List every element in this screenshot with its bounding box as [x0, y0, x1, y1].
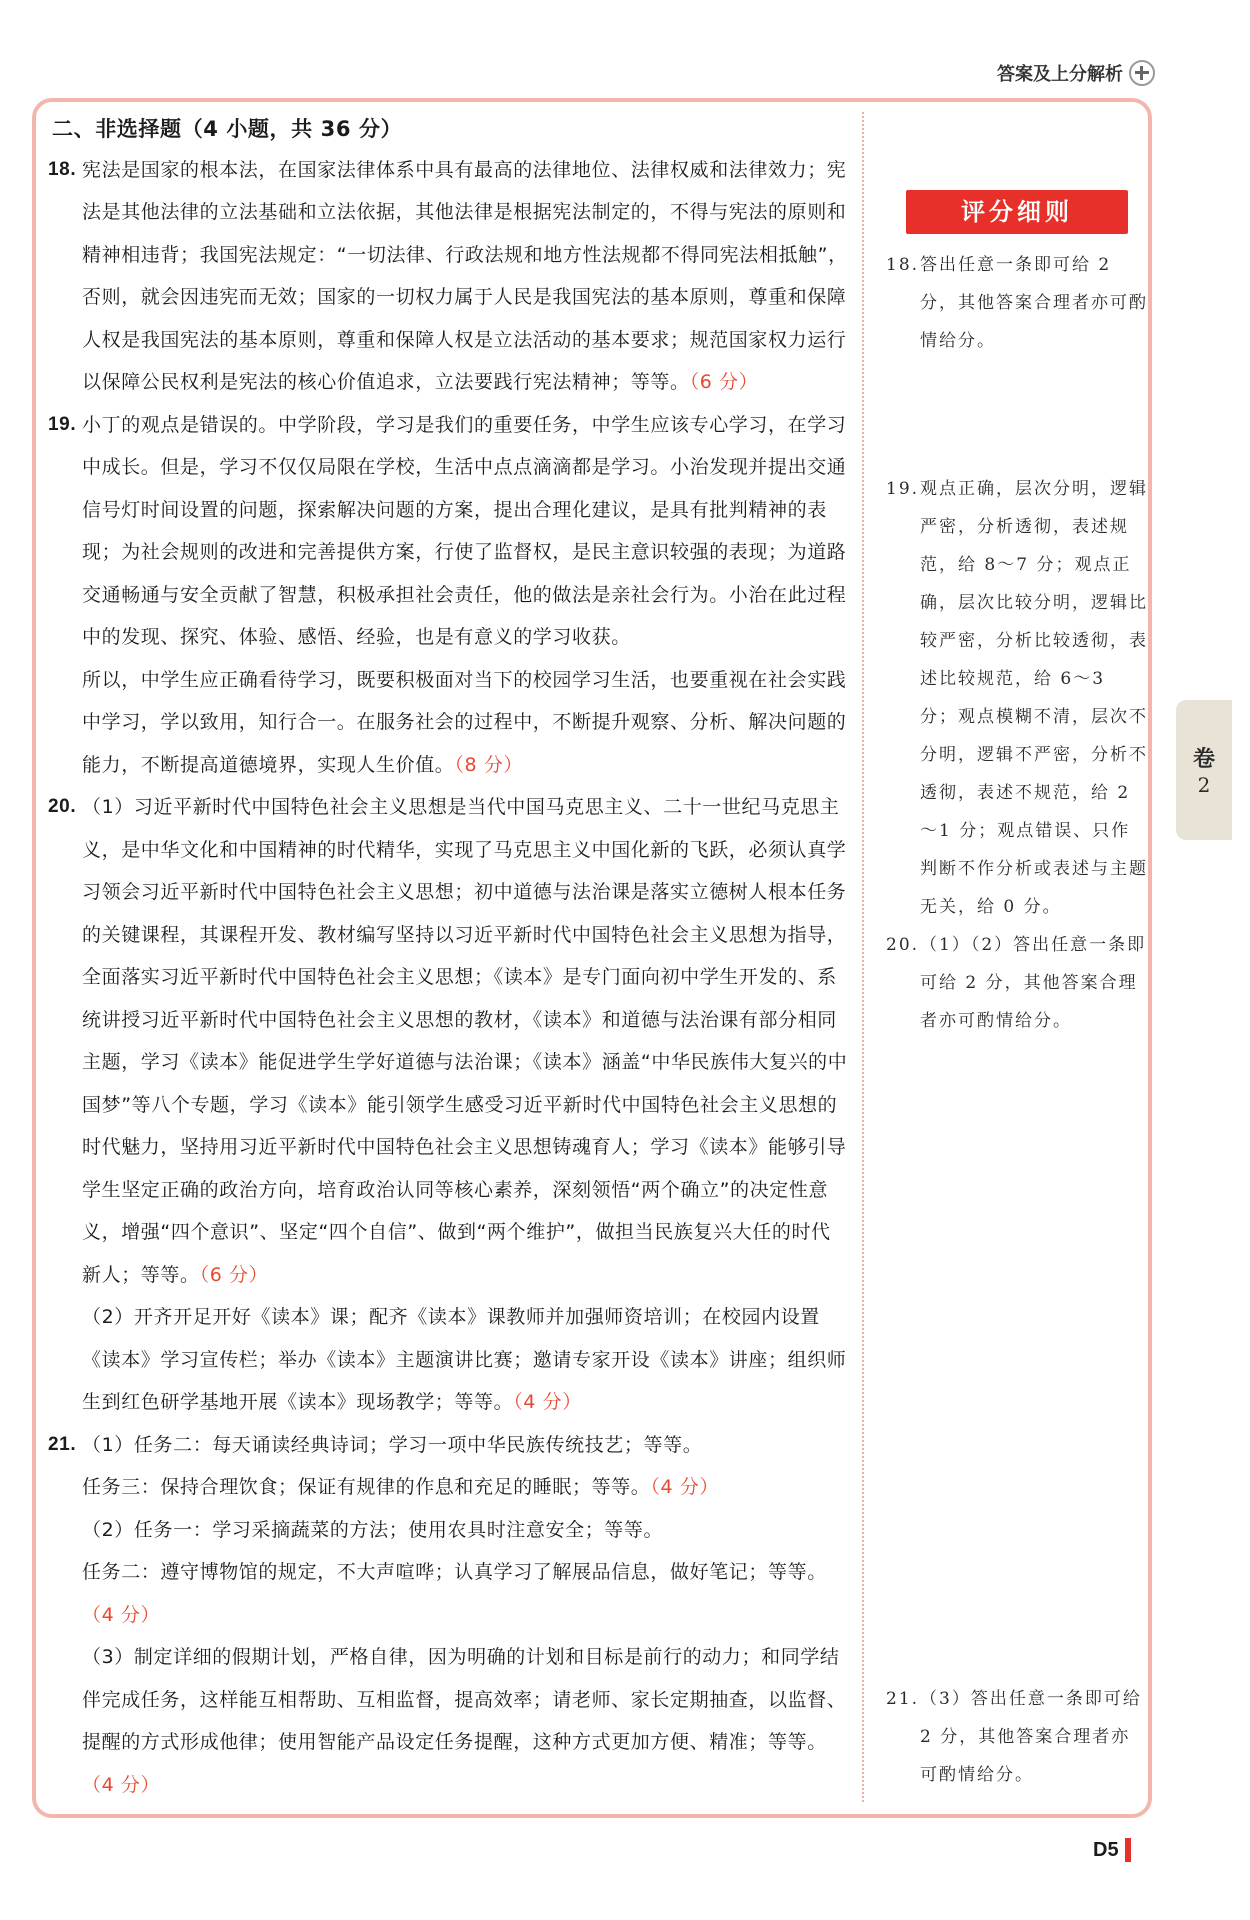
page-marker — [1125, 1838, 1131, 1862]
note-number: 20. — [886, 935, 920, 955]
answer-part-2a: （2）任务一：学习采摘蔬菜的方法；使用农具时注意安全；等等。 — [82, 1518, 664, 1541]
note-number: 21. — [886, 1689, 920, 1709]
scoring-rules-title: 评分细则 — [906, 190, 1128, 234]
section-title: 二、非选择题（4 小题，共 36 分） — [52, 117, 403, 141]
question-number: 21. — [48, 1433, 77, 1455]
score-label: （4 分） — [513, 1391, 582, 1413]
score-label: （4 分） — [650, 1476, 720, 1498]
score-label: （6 分） — [689, 371, 759, 393]
page-header — [997, 60, 1155, 86]
answer-text-2: 所以，中学生应正确看待学习，既要积极面对当下的校园学习生活，也要重视在社会实践中学习，学以致用，知行合一。在服务社会的过程中，不断提升观察、分析、解决问题的能力，不断提高道德境界，实现人生价值。 — [82, 668, 847, 776]
question-number: 20. — [48, 796, 77, 817]
question-20 — [48, 786, 848, 1424]
score-label: （4 分） — [82, 1603, 161, 1626]
note-text: 答出任意一条即可给 2 分，其他答案合理者亦可酌情给分。 — [920, 255, 1148, 351]
answer-part-1a: （1）任务二：每天诵读经典诗词；学习一项中华民族传统技艺；等等。 — [82, 1433, 703, 1456]
volume-tab — [1176, 700, 1232, 840]
answer-part-1b: 任务三：保持合理饮食；保证有规律的作息和充足的睡眠；等等。 — [82, 1476, 651, 1498]
score-label: （4 分） — [82, 1773, 161, 1796]
question-number: 19. — [48, 413, 77, 435]
tab-label: 卷 — [1192, 746, 1215, 772]
tab-number: 2 — [1197, 773, 1211, 797]
question-21 — [48, 1424, 848, 1807]
header-title: 答案及上分解析 — [997, 64, 1123, 85]
plus-circle-icon — [1129, 60, 1155, 86]
note-text: （3）答出任意一条即可给 2 分，其他答案合理者亦可酌情给分。 — [920, 1689, 1142, 1785]
scoring-note-19 — [886, 470, 1148, 926]
scoring-note-18 — [886, 246, 1148, 360]
scoring-note-20 — [886, 926, 1148, 1040]
page-number-text: D5 — [1093, 1838, 1119, 1861]
note-text: 观点正确，层次分明，逻辑严密，分析透彻，表述规范，给 8～7 分；观点正确，层次比较分明，逻辑比较严密，分析比较透彻，表述比较规范，给 6～3 分；观点模糊不清，层次不分明，逻辑不严密，分析不透彻，表述不规范，给 2～1 分；观点错误、只作判断不作分析或表述与主题无关，给 0 分。 — [920, 479, 1148, 917]
answer-column — [48, 108, 848, 1806]
note-number: 19. — [886, 479, 920, 499]
answer-part-1: （1）习近平新时代中国特色社会主义思想是当代中国马克思主义、二十一世纪马克思主义，是中华文化和中国精神的时代精华，实现了马克思主义中国化新的飞跃，必须认真学习领会习近平新时代中国特色社会主义思想；初中道德与法治课是落实立德树人根本任务的关键课程，其课程开发、教材编写坚持以习近平新时代中国特色社会主义思想为指导，全面落实习近平新时代中国特色社会主义思想；《读本》是专门面向初中学生开发的、系统讲授习近平新时代中国特色社会主义思想的教材，《读本》和道德与法治课有部分相同主题，学习《读本》能促进学生学好道德与法治课；《读本》涵盖“中华民族伟大复兴的中国梦”等八个专题，学习《读本》能引领学生感受习近平新时代中国特色社会主义思想的时代魅力，坚持用习近平新时代中国特色社会主义思想铸魂育人；学习《读本》能够引导学生坚定正确的政治方向，培育政治认同等核心素养，深刻领悟“两个确立”的决定性意义，增强“四个意识”、坚定“四个自信”、做到“两个维护”，做担当民族复兴大任的时代新人；等等。 — [82, 796, 848, 1286]
note-number: 18. — [886, 255, 920, 275]
page-number — [1093, 1838, 1131, 1862]
question-19 — [48, 404, 848, 787]
answer-text: 小丁的观点是错误的。中学阶段，学习是我们的重要任务，中学生应该专心学习，在学习中成长。但是，学习不仅仅局限在学校，生活中点点滴滴都是学习。小治发现并提出交通信号灯时间设置的问题，探索解决问题的方案，提出合理化建议，是具有批判精神的表现；为社会规则的改进和完善提供方案，行使了监督权，是民主意识较强的表现；为道路交通畅通与安全贡献了智慧，积极承担社会责任，他的做法是亲社会行为。小治在此过程中的发现、探究、体验、感悟、经验，也是有意义的学习收获。 — [82, 413, 847, 648]
question-18 — [48, 149, 848, 404]
scoring-note-21 — [886, 1680, 1148, 1794]
answer-part-3: （3）制定详细的假期计划，严格自律，因为明确的计划和目标是前行的动力；和同学结伴完成任务，这样能互相帮助、互相监督，提高效率；请老师、家长定期抽查，以监督、提醒的方式形成他律；使用智能产品设定任务提醒，这种方式更加方便、精准；等等。 — [82, 1646, 847, 1753]
question-number: 18. — [48, 158, 77, 180]
note-text: （1）（2）答出任意一条即可给 2 分，其他答案合理者亦可酌情给分。 — [920, 935, 1147, 1031]
answer-part-2: （2）开齐开足开好《读本》课；配齐《读本》课教师并加强师资培训；在校园内设置《读本》学习宣传栏；举办《读本》主题演讲比赛；邀请专家开设《读本》讲座；组织师生到红色研学基地开展《读本》现场教学；等等。 — [82, 1306, 847, 1413]
answer-text: 宪法是国家的根本法，在国家法律体系中具有最高的法律地位、法律权威和法律效力；宪法是其他法律的立法基础和立法依据，其他法律是根据宪法制定的，不得与宪法的原则和精神相违背；我国宪法规定：“一切法律、行政法规和地方性法规都不得同宪法相抵触”，否则，就会因违宪而无效；国家的一切权力属于人民是我国宪法的基本原则，尊重和保障人权是我国宪法的基本原则，尊重和保障人权是立法活动的基本要求；规范国家权力运行以保障公民权利是宪法的核心价值追求，立法要践行宪法精神；等等。 — [82, 158, 848, 393]
score-label: （8 分） — [454, 753, 524, 776]
score-label: （6 分） — [199, 1263, 269, 1286]
answer-part-2b: 任务二：遵守博物馆的规定，不大声喧哗；认真学习了解展品信息，做好笔记；等等。 — [82, 1561, 827, 1583]
column-divider — [862, 112, 864, 1802]
